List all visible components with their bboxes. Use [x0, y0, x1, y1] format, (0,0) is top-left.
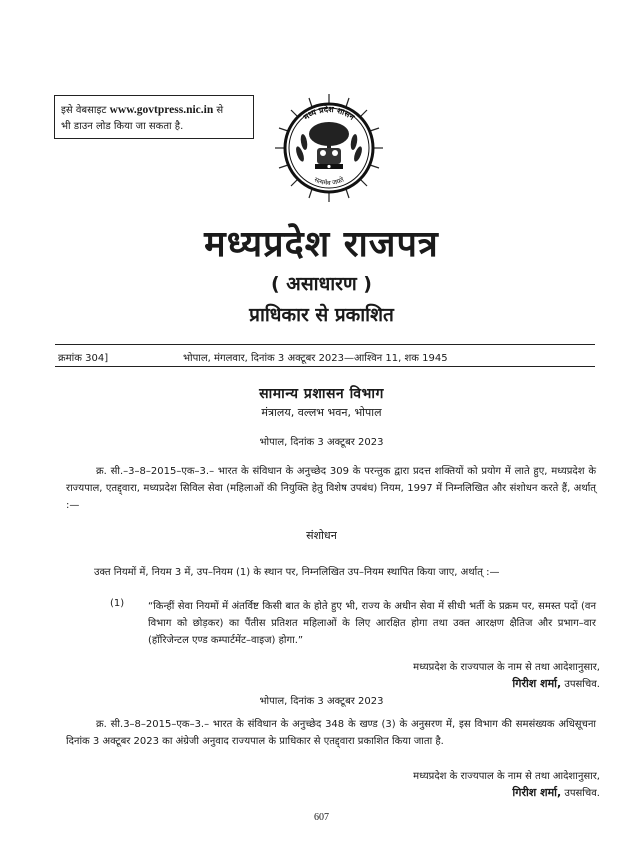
department-address: मंत्रालय, वल्लभ भवन, भोपाल [261, 406, 382, 419]
divider-bottom [55, 366, 595, 367]
emblem-top-text: मध्य प्रदेश शासन [301, 104, 357, 122]
amendment-intro: उक्त नियमों में, नियम 3 में, उप–नियम (1) के स्थान पर, निम्नलिखित उप–नियम स्थापित किया जाए, अर्थात् :— [94, 567, 500, 578]
signatory-1-name: गिरीश शर्मा, [512, 677, 562, 690]
signature-authority-1: मध्यप्रदेश के राज्यपाल के नाम से तथा आदेशानुसार, [413, 662, 600, 673]
notification-1-text: क्र. सी.–3–8–2015–एक–3.– भारत के संविधान के अनुच्छेद 309 के परन्तुक द्वारा प्रदत्त शक्तियों को प्रयोग में लाते हुए, मध्यप्रदेश के राज्यपाल, एतद्द्वारा, मध्यप्रदेश सिविल सेवा (महिलाओं की नियुक्ति हेतु विशेष उपबंध) नियम, 1997 में निम्नलिखित और संशोधन करते हैं, अर्थात् :— [66, 466, 596, 511]
notification-2-text: क्र. सी.3–8–2015–एक–3.– भारत के संविधान के अनुच्छेद 348 के खण्ड (3) के अनुसरण में, इस विभाग की समसंख्यक अधिसूचना दिनांक 3 अक्टूबर 2023 का अंग्रेजी अनुवाद राज्यपाल के प्राधिकार से एतद्द्वारा प्रकाशित किया जाता है. [66, 719, 596, 747]
emblem-motto: सत्यमेव जयते [312, 175, 346, 188]
divider-top [55, 344, 595, 345]
publisher-line: प्राधिकार से प्रकाशित [249, 304, 394, 326]
notice-prefix: इसे वेबसाइट [61, 105, 107, 116]
gazette-subtitle: ( असाधारण ) [271, 273, 372, 295]
signatory-1-designation: उपसचिव. [564, 679, 600, 690]
amendment-item-number: (1) [110, 598, 125, 609]
gazette-title: मध्यप्रदेश राजपत्र [204, 224, 439, 265]
amendment-item-text: “किन्हीं सेवा नियमों में अंतर्विष्ट किसी बात के होते हुए भी, राज्य के अधीन सेवा में सीधी भर्ती के प्रक्रम पर, समस्त पदों (वन विभाग को छोड़कर) का पैंतीस प्रतिशत महिलाओं के लिए आरक्षित होगा तथा उक्त आरक्षण क्षैतिज और प्रभाग–वार (हॉरिजेन्टल एण्ड कम्पार्टमेंट–वाइज) होगा.” [148, 601, 596, 646]
notice-suffix: से [216, 105, 224, 116]
signatory-2 [340, 785, 600, 800]
website-notice-box [54, 95, 254, 139]
page-number: 607 [314, 812, 329, 823]
signatory-2-name: गिरीश शर्मा, [512, 786, 562, 799]
madhya-pradesh-emblem-icon [273, 92, 385, 204]
amendment-heading: संशोधन [306, 529, 337, 542]
notice-line2: भी डाउन लोड किया जा सकता है. [61, 121, 184, 132]
website-link[interactable]: www.govtpress.nic.in [109, 104, 214, 116]
signatory-2-designation: उपसचिव. [564, 788, 600, 799]
issue-dateline: भोपाल, मंगलवार, दिनांक 3 अक्टूबर 2023—आश्विन 11, शक 1945 [183, 353, 448, 364]
signatory-1 [340, 676, 600, 691]
department-name: सामान्य प्रशासन विभाग [259, 386, 384, 402]
issue-number: क्रमांक 304] [58, 353, 109, 364]
signature-authority-2: मध्यप्रदेश के राज्यपाल के नाम से तथा आदेशानुसार, [413, 771, 600, 782]
notification-2-date: भोपाल, दिनांक 3 अक्टूबर 2023 [259, 696, 384, 707]
department-date: भोपाल, दिनांक 3 अक्टूबर 2023 [259, 437, 384, 448]
